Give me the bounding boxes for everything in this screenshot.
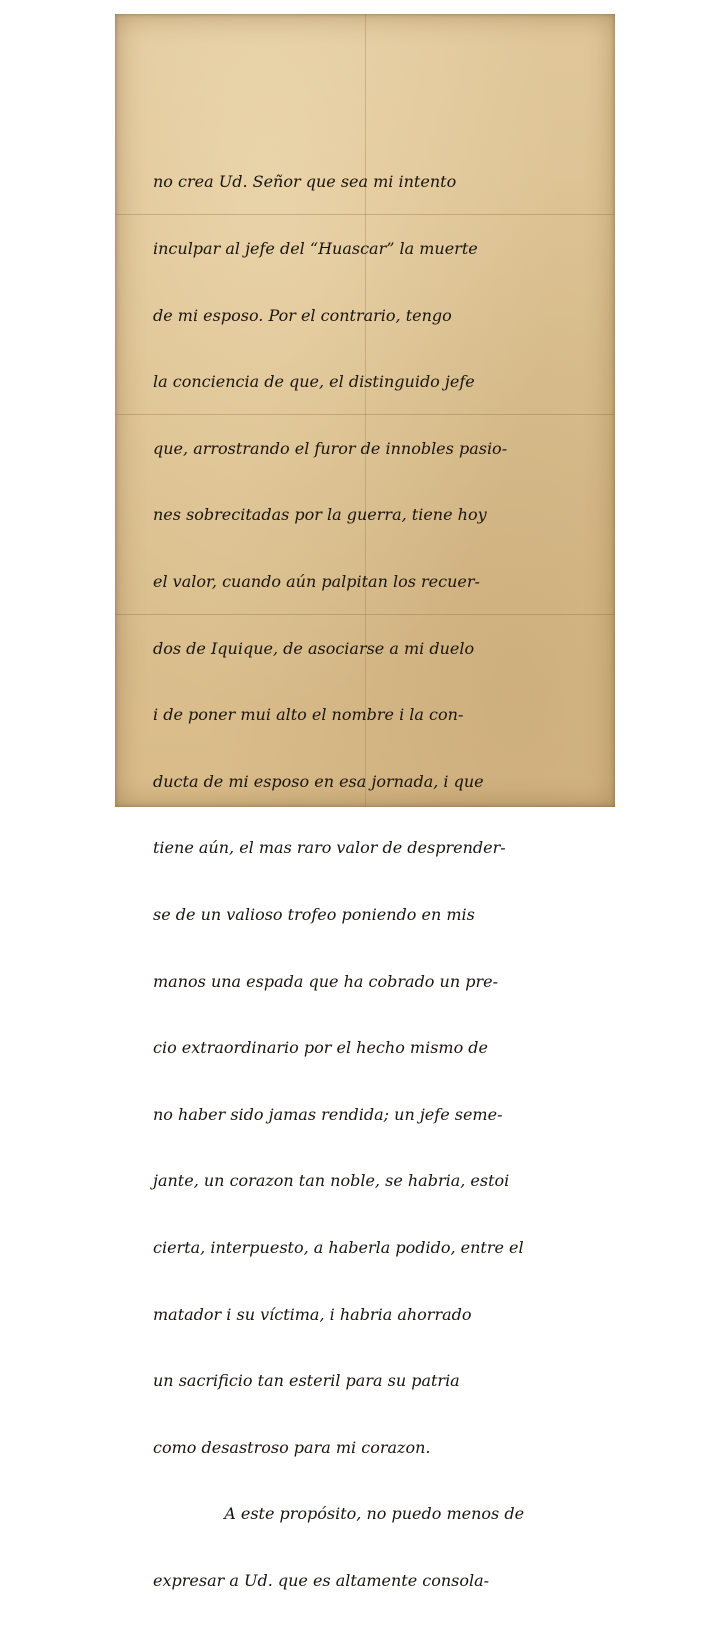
letter-line: cierta, interpuesto, a haberla podido, entre el (153, 1237, 524, 1257)
letter-body (153, 127, 583, 1636)
letter-page (115, 14, 615, 1590)
letter-line: matador i su víctima, i habria ahorrado (153, 1304, 472, 1324)
letter-line: se de un valioso trofeo poniendo en mis (153, 904, 475, 924)
letter-line: cio extraordinario por el hecho mismo de (153, 1038, 489, 1058)
letter-line: la conciencia de que, el distinguido jefe (153, 372, 475, 392)
letter-line: tiene aún, el mas raro valor de desprender- (153, 838, 506, 858)
letter-line: i de poner mui alto el nombre i la con- (153, 705, 464, 725)
letter-line: dos de Iquique, de asociarse a mi duelo (153, 638, 475, 658)
letter-line: inculpar al jefe del “Huascar” la muerte (153, 239, 478, 258)
letter-line: como desastroso para mi corazon. (153, 1437, 431, 1457)
letter-line: ducta de mi esposo en esa jornada, i que (153, 771, 484, 791)
letter-line: jante, un corazon tan noble, se habria, estoi (153, 1171, 510, 1191)
letter-line: expresar a Ud. que es altamente consola- (153, 1570, 490, 1590)
letter-line: A este propósito, no puedo menos de (153, 1504, 525, 1524)
letter-line: de mi esposo. Por el contrario, tengo (153, 305, 452, 325)
letter-line: que, arrostrando el furor de innobles pasio- (153, 438, 508, 458)
letter-line: un sacrificio tan esteril para su patria (153, 1371, 460, 1391)
letter-line: el valor, cuando aún palpitan los recuer- (153, 571, 480, 591)
letter-line: no haber sido jamas rendida; un jefe seme- (153, 1104, 503, 1124)
letter-line: no crea Ud. Señor que sea mi intento (153, 172, 457, 192)
letter-line: nes sobrecitadas por la guerra, tiene hoy (153, 505, 487, 525)
letter-line: manos una espada que ha cobrado un pre- (153, 971, 498, 991)
